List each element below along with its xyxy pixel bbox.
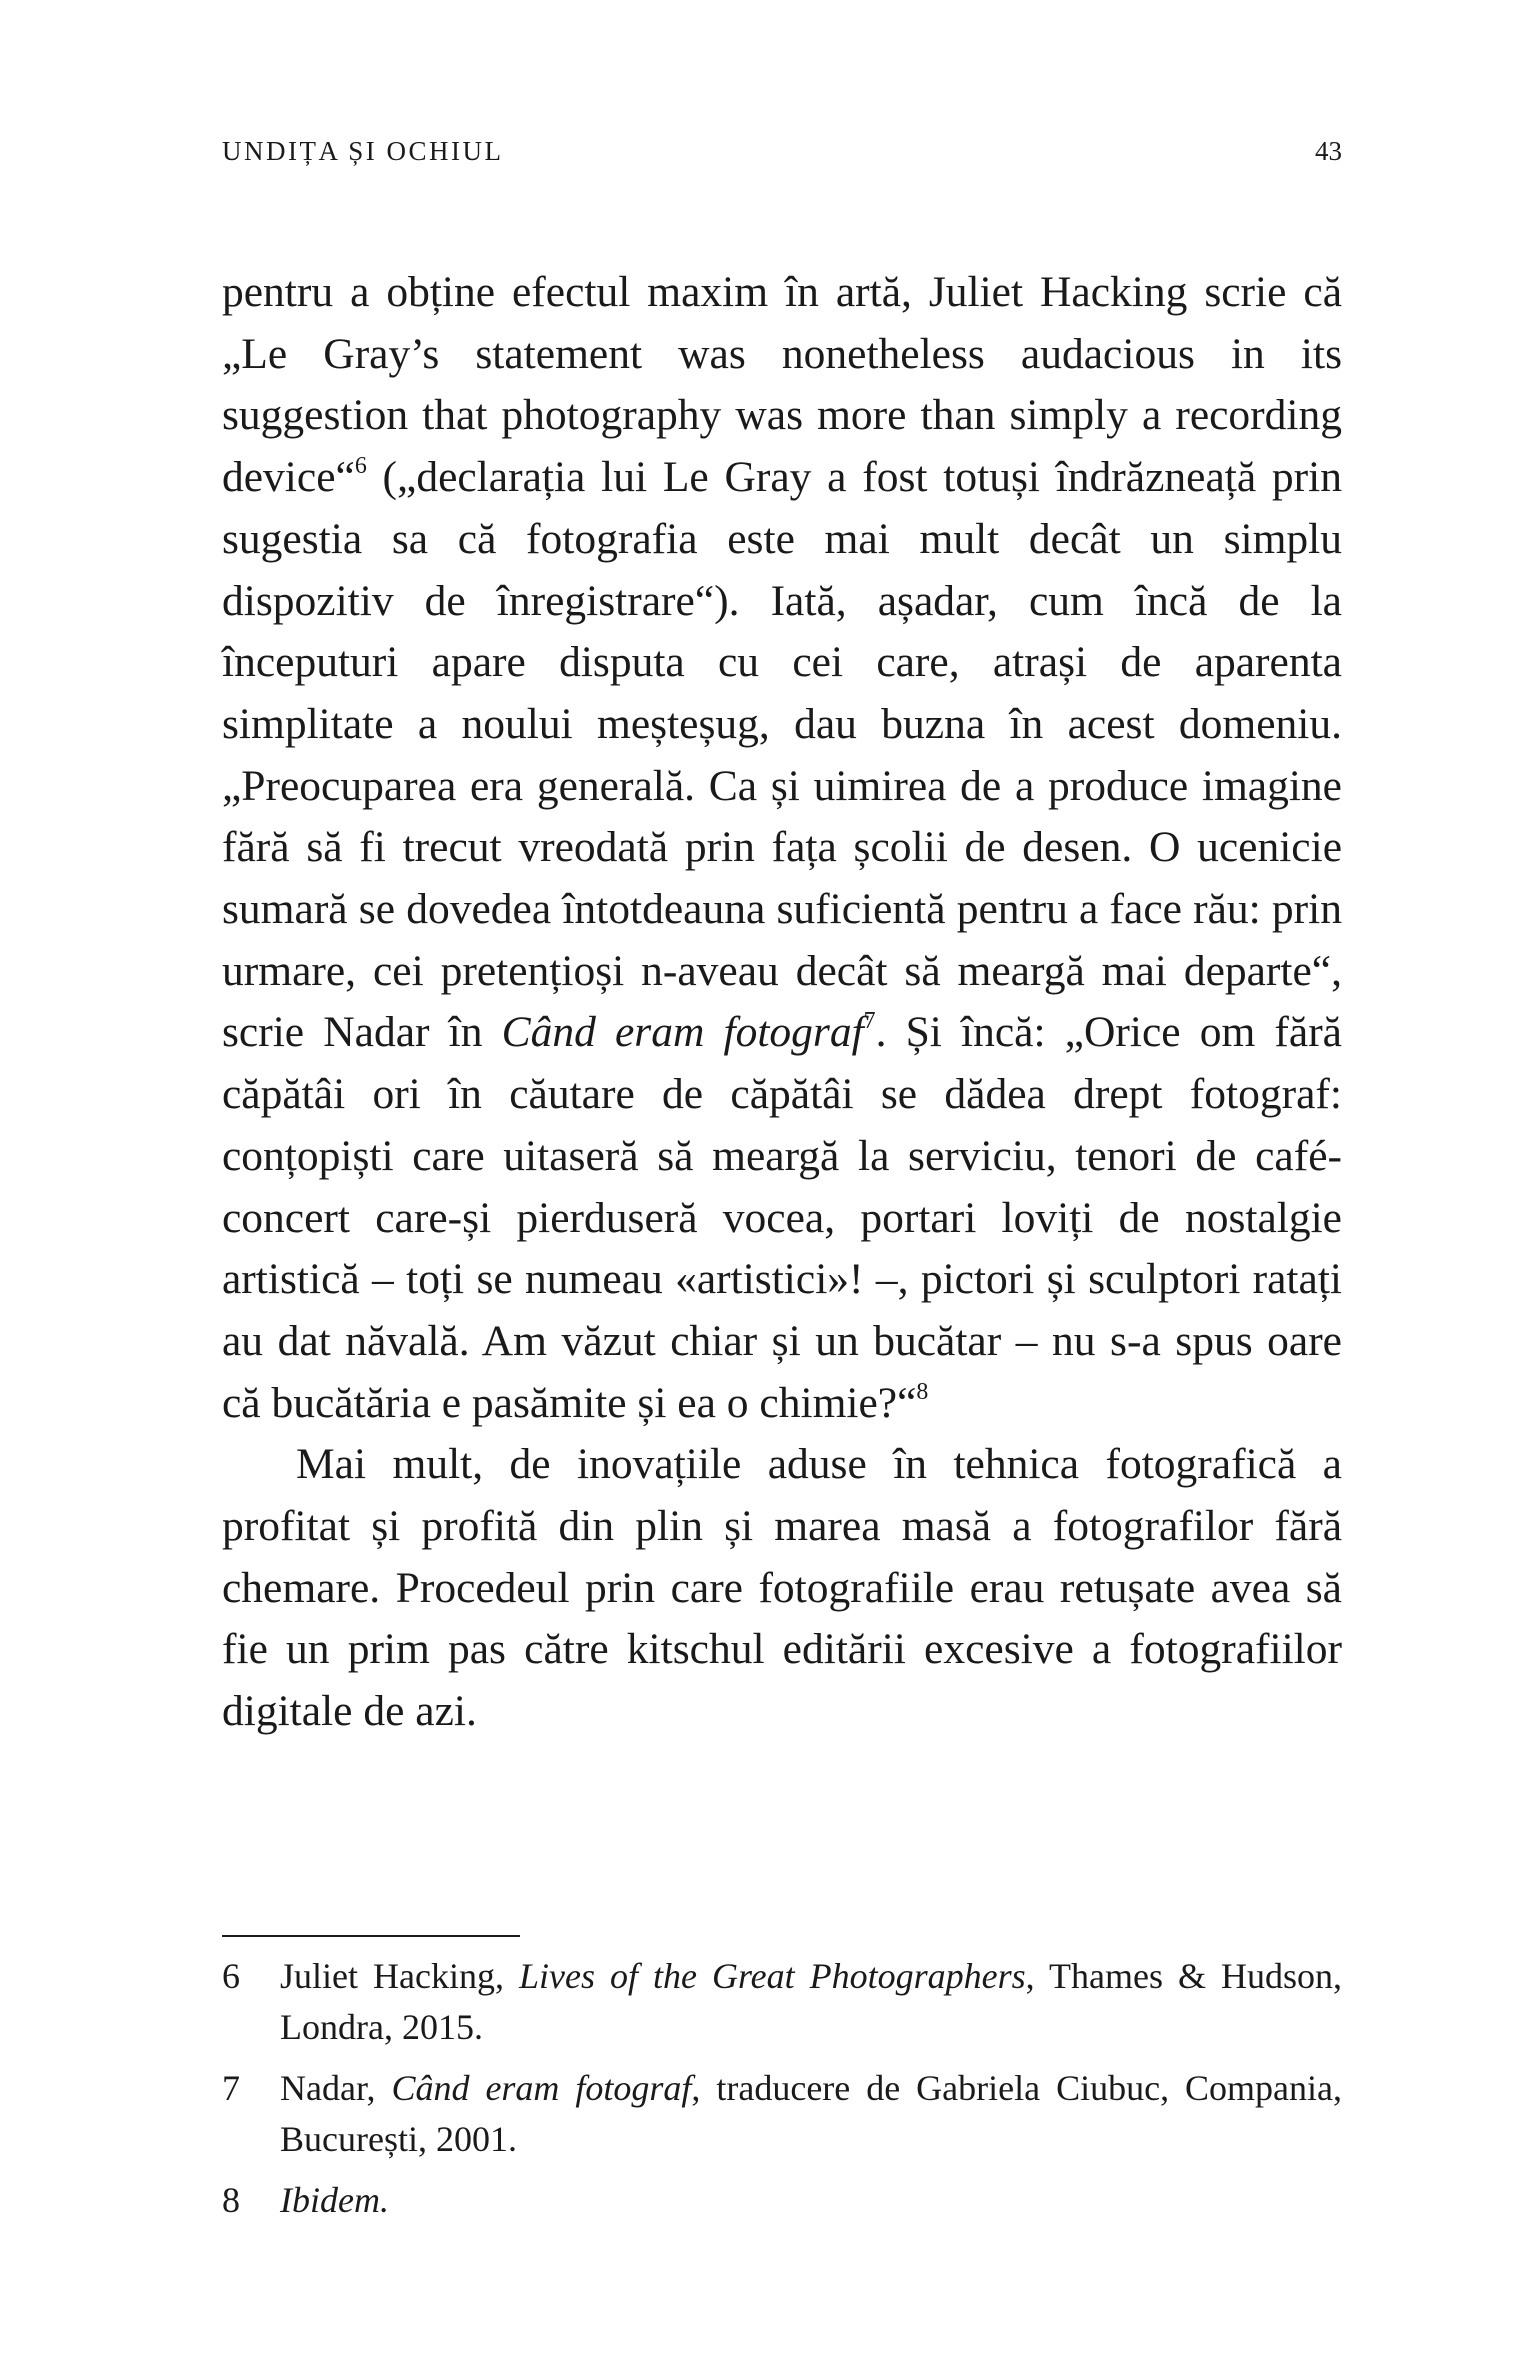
footnote-ref-8: 8 <box>916 1378 929 1405</box>
footnote-number: 7 <box>222 2068 240 2108</box>
footnote-italic: Ibidem. <box>280 2180 389 2220</box>
footnote-8 <box>222 2175 1342 2226</box>
paragraph-1 <box>222 262 1342 1434</box>
running-head-title: UNDIȚA ȘI OCHIUL <box>222 136 504 166</box>
footnote-separator <box>222 1935 520 1937</box>
footnote-text-end: , traducere de Gabriela Ciubuc, Compania, București, 2001. <box>280 2068 1342 2159</box>
footnote-text-end: , Thames & Hudson, Londra, 2015. <box>280 1956 1343 2047</box>
footnote-ref-7: 7 <box>863 1008 876 1035</box>
paragraph-1-part-2: („declarația lui Le Gray a fost totuși îndrăzneață prin sugestia sa că fotografia este mai mult decât un simplu dispozitiv de înregistrare“). Iată, așadar, cum încă de la începuturi apare disputa cu cei care, atrași de aparenta simplitate a noului meșteșug, dau buzna în acest domeniu. „Preocuparea era generală. Ca și uimirea de a produce imagine fără să fi trecut vreodată prin fața școlii de desen. O ucenicie sumară se dovedea întotdeauna suficientă pentru a face rău: prin urmare, cei pretențioși n-aveau decât să meargă mai departe“, scrie Nadar în <box>222 453 1342 1057</box>
footnote-number: 6 <box>222 1956 240 1996</box>
footnote-italic: Lives of the Great Photographers <box>518 1956 1026 1996</box>
footnote-text: Juliet Hacking, <box>280 1956 519 1996</box>
page-number: 43 <box>1315 136 1342 166</box>
book-title-italic: Când eram fotograf <box>501 1008 864 1057</box>
running-head <box>222 136 1342 176</box>
footnote-7 <box>222 2063 1342 2165</box>
footnote-6 <box>222 1951 1342 2053</box>
paragraph-1-part-1: pentru a obține efectul maxim în artă, Juliet Hacking scrie că „Le Gray’s statement was nonetheless audacious in its suggestion that photography was more than simply a recording device“ <box>222 268 1342 502</box>
footnotes <box>222 1951 1342 2236</box>
body-text <box>222 262 1342 1743</box>
paragraph-2: Mai mult, de inovațiile aduse în tehnica fotografică a profitat și profită din plin și marea masă a fotografilor fără chemare. Procedeul prin care fotografiile erau retușate avea să fie un prim pas către kitschul editării excesive a fotografiilor digitale de azi. <box>222 1440 1342 1736</box>
paragraph-1-part-3: . Și încă: „Orice om fără căpătâi ori în căutare de căpătâi se dădea drept fotograf: conțopiști care uitaseră să meargă la serviciu, tenori de café-concert care-și pierduseră vocea, portari loviți de nostalgie artistică – toți se numeau «artistici»! –, pictori și sculptori ratați au dat năvală. Am văzut chiar și un bucătar – nu s-a spus oare că bucătăria e pasămite și ea o chimie?“ <box>222 1008 1342 1427</box>
footnote-number: 8 <box>222 2180 240 2220</box>
footnote-ref-6: 6 <box>354 453 367 480</box>
footnote-italic: Când eram fotograf <box>391 2068 692 2108</box>
footnote-text: Nadar, <box>280 2068 392 2108</box>
